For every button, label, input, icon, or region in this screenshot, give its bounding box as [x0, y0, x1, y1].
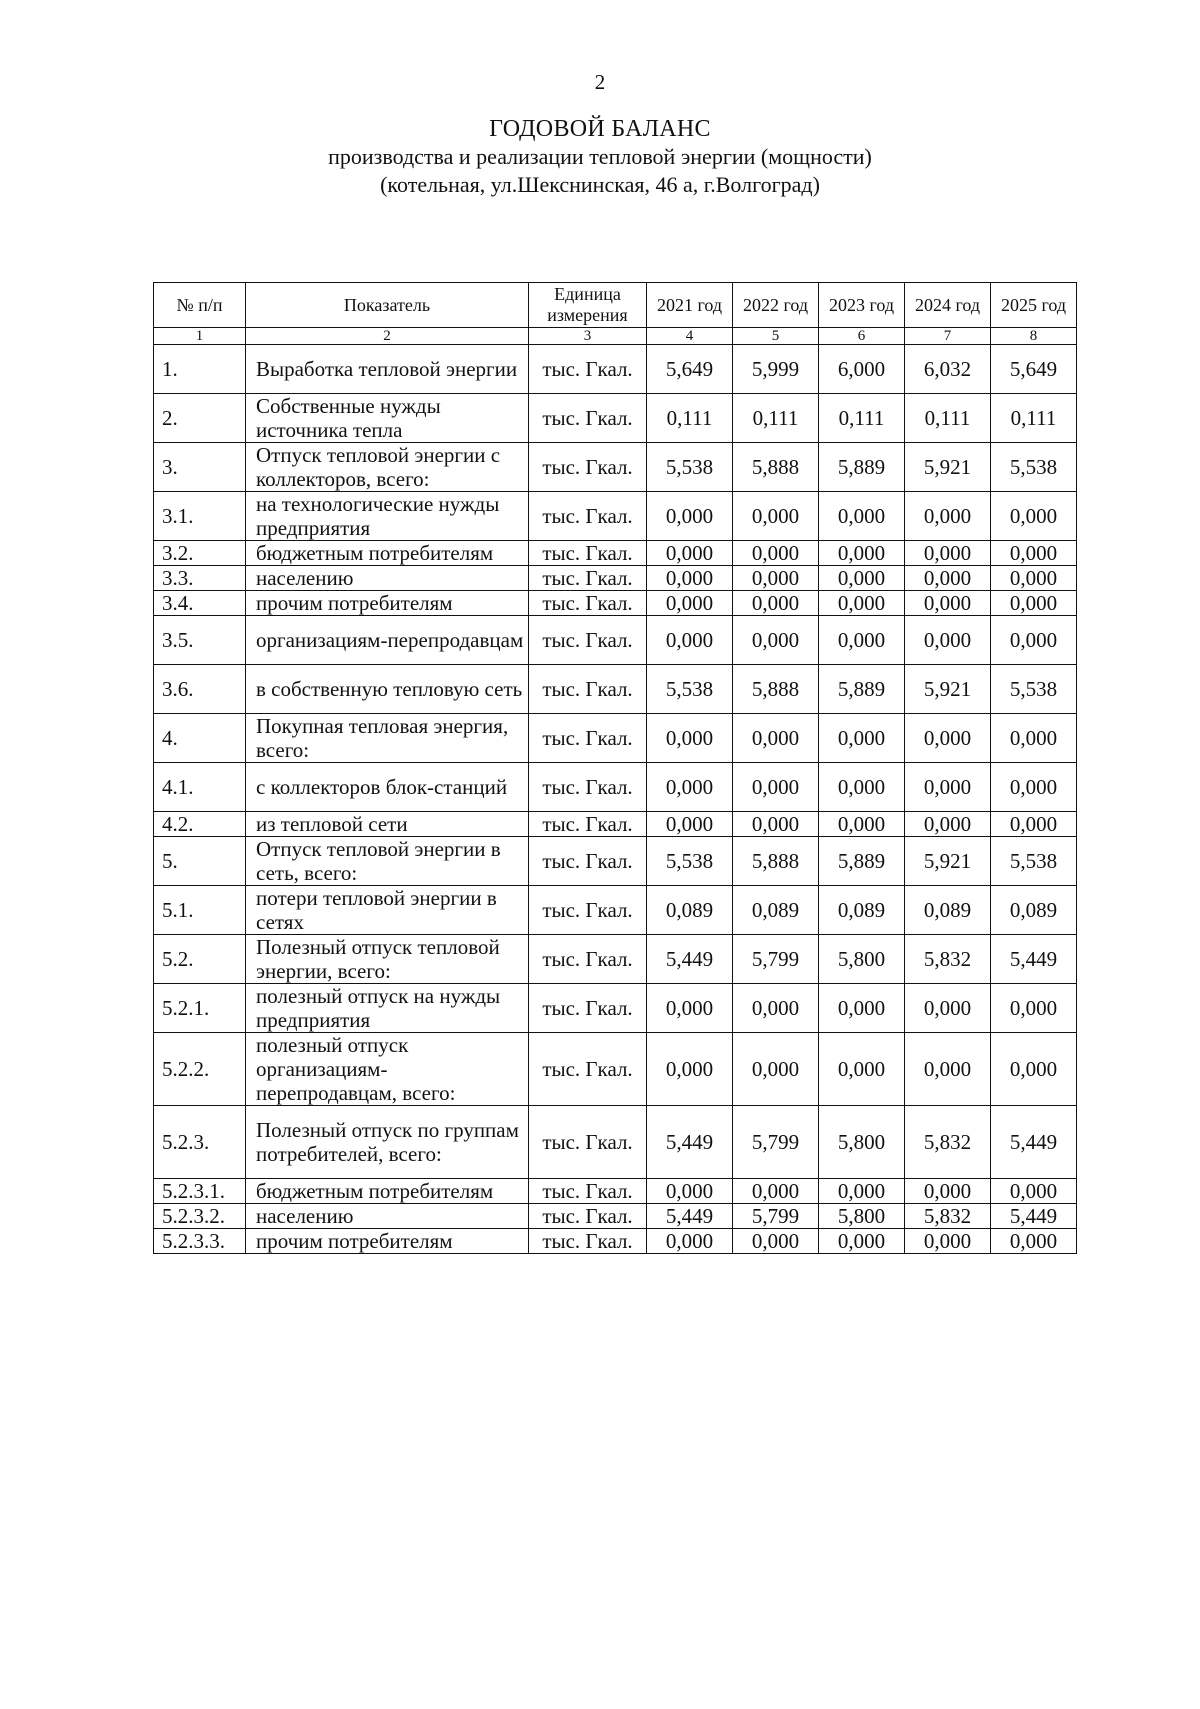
- header-year-2025: 2025 год: [991, 283, 1077, 328]
- value-cell-2025: 0,000: [991, 616, 1077, 665]
- value-cell-2025: 0,000: [991, 591, 1077, 616]
- indicator-cell: на технологические нужды предприятия: [246, 492, 529, 541]
- value-cell-2022: 0,000: [733, 1229, 819, 1254]
- value-cell-2022: 0,000: [733, 763, 819, 812]
- row-number-cell: 4.1.: [154, 763, 246, 812]
- value-cell-2024: 0,000: [905, 541, 991, 566]
- row-number-cell: 1.: [154, 345, 246, 394]
- table-row: [154, 1229, 1077, 1254]
- row-number-cell: 5.2.: [154, 935, 246, 984]
- value-cell-2024: 0,000: [905, 763, 991, 812]
- row-number-cell: 4.: [154, 714, 246, 763]
- value-cell-2021: 5,449: [647, 1204, 733, 1229]
- value-cell-2021: 0,000: [647, 812, 733, 837]
- value-cell-2024: 5,921: [905, 443, 991, 492]
- row-number-cell: 5.2.1.: [154, 984, 246, 1033]
- unit-cell: тыс. Гкал.: [529, 763, 647, 812]
- indicator-cell: Полезный отпуск тепловой энергии, всего:: [246, 935, 529, 984]
- document-subtitle-line-2: (котельная, ул.Шекснинская, 46 а, г.Волгоград): [380, 172, 820, 197]
- value-cell-2023: 0,000: [819, 566, 905, 591]
- header-num: № п/п: [154, 283, 246, 328]
- row-number-cell: 5.2.3.1.: [154, 1179, 246, 1204]
- value-cell-2025: 0,111: [991, 394, 1077, 443]
- value-cell-2022: 0,089: [733, 886, 819, 935]
- value-cell-2022: 5,799: [733, 935, 819, 984]
- indicator-cell: Отпуск тепловой энергии в сеть, всего:: [246, 837, 529, 886]
- value-cell-2021: 5,538: [647, 443, 733, 492]
- value-cell-2021: 5,538: [647, 665, 733, 714]
- value-cell-2024: 5,832: [905, 1106, 991, 1179]
- value-cell-2023: 5,889: [819, 665, 905, 714]
- column-numbers-row: [154, 328, 1077, 345]
- value-cell-2025: 0,000: [991, 1229, 1077, 1254]
- table-row: [154, 345, 1077, 394]
- value-cell-2024: 6,032: [905, 345, 991, 394]
- value-cell-2021: 0,000: [647, 763, 733, 812]
- indicator-cell: в собственную тепловую сеть: [246, 665, 529, 714]
- value-cell-2023: 0,000: [819, 541, 905, 566]
- table-row: [154, 812, 1077, 837]
- value-cell-2021: 0,000: [647, 1179, 733, 1204]
- page-number: 2: [594, 70, 606, 94]
- table-row: [154, 763, 1077, 812]
- value-cell-2022: 0,000: [733, 812, 819, 837]
- value-cell-2023: 6,000: [819, 345, 905, 394]
- header-year-2021: 2021 год: [647, 283, 733, 328]
- value-cell-2022: 0,000: [733, 541, 819, 566]
- row-number-cell: 3.5.: [154, 616, 246, 665]
- value-cell-2021: 0,000: [647, 714, 733, 763]
- indicator-cell: полезный отпуск организациям-перепродавцам, всего:: [246, 1033, 529, 1106]
- row-number-cell: 5.2.2.: [154, 1033, 246, 1106]
- row-number-cell: 2.: [154, 394, 246, 443]
- value-cell-2024: 0,111: [905, 394, 991, 443]
- value-cell-2022: 0,000: [733, 1033, 819, 1106]
- value-cell-2023: 0,000: [819, 763, 905, 812]
- value-cell-2025: 0,000: [991, 541, 1077, 566]
- unit-cell: тыс. Гкал.: [529, 394, 647, 443]
- value-cell-2022: 5,888: [733, 443, 819, 492]
- indicator-cell: из тепловой сети: [246, 812, 529, 837]
- value-cell-2021: 0,000: [647, 984, 733, 1033]
- value-cell-2021: 5,538: [647, 837, 733, 886]
- table-header: [154, 283, 1077, 345]
- value-cell-2021: 0,000: [647, 1229, 733, 1254]
- column-number: 1: [154, 328, 246, 345]
- table-row: [154, 591, 1077, 616]
- unit-cell: тыс. Гкал.: [529, 591, 647, 616]
- row-number-cell: 3.1.: [154, 492, 246, 541]
- row-number-cell: 5.1.: [154, 886, 246, 935]
- value-cell-2022: 5,999: [733, 345, 819, 394]
- value-cell-2025: 0,000: [991, 812, 1077, 837]
- unit-cell: тыс. Гкал.: [529, 837, 647, 886]
- value-cell-2022: 5,888: [733, 837, 819, 886]
- indicator-cell: с коллекторов блок-станций: [246, 763, 529, 812]
- value-cell-2022: 0,000: [733, 566, 819, 591]
- value-cell-2024: 0,000: [905, 1229, 991, 1254]
- unit-cell: тыс. Гкал.: [529, 665, 647, 714]
- value-cell-2025: 0,000: [991, 763, 1077, 812]
- indicator-cell: населению: [246, 566, 529, 591]
- value-cell-2023: 0,000: [819, 1033, 905, 1106]
- value-cell-2021: 0,000: [647, 616, 733, 665]
- column-number: 2: [246, 328, 529, 345]
- value-cell-2021: 5,449: [647, 1106, 733, 1179]
- column-number: 8: [991, 328, 1077, 345]
- row-number-cell: 5.2.3.3.: [154, 1229, 246, 1254]
- unit-cell: тыс. Гкал.: [529, 812, 647, 837]
- unit-cell: тыс. Гкал.: [529, 935, 647, 984]
- value-cell-2024: 0,089: [905, 886, 991, 935]
- value-cell-2025: 5,449: [991, 1204, 1077, 1229]
- indicator-cell: потери тепловой энергии в сетях: [246, 886, 529, 935]
- table-row: [154, 837, 1077, 886]
- unit-cell: тыс. Гкал.: [529, 566, 647, 591]
- document-title: ГОДОВОЙ БАЛАНС: [489, 116, 711, 142]
- value-cell-2024: 0,000: [905, 984, 991, 1033]
- indicator-cell: бюджетным потребителям: [246, 1179, 529, 1204]
- header-unit: Единица измерения: [529, 283, 647, 328]
- value-cell-2021: 0,000: [647, 492, 733, 541]
- unit-cell: тыс. Гкал.: [529, 984, 647, 1033]
- value-cell-2025: 5,538: [991, 665, 1077, 714]
- unit-cell: тыс. Гкал.: [529, 443, 647, 492]
- indicator-cell: Покупная тепловая энергия, всего:: [246, 714, 529, 763]
- column-number: 7: [905, 328, 991, 345]
- value-cell-2024: 5,832: [905, 1204, 991, 1229]
- value-cell-2024: 0,000: [905, 591, 991, 616]
- row-number-cell: 3.3.: [154, 566, 246, 591]
- table-row: [154, 886, 1077, 935]
- value-cell-2022: 0,000: [733, 714, 819, 763]
- unit-cell: тыс. Гкал.: [529, 886, 647, 935]
- row-number-cell: 3.4.: [154, 591, 246, 616]
- value-cell-2025: 5,649: [991, 345, 1077, 394]
- column-number: 4: [647, 328, 733, 345]
- table-row: [154, 665, 1077, 714]
- indicator-cell: прочим потребителям: [246, 1229, 529, 1254]
- indicator-cell: Полезный отпуск по группам потребителей, всего:: [246, 1106, 529, 1179]
- value-cell-2025: 0,089: [991, 886, 1077, 935]
- unit-cell: тыс. Гкал.: [529, 345, 647, 394]
- value-cell-2025: 5,449: [991, 935, 1077, 984]
- value-cell-2025: 0,000: [991, 1179, 1077, 1204]
- value-cell-2022: 0,111: [733, 394, 819, 443]
- value-cell-2025: 5,538: [991, 443, 1077, 492]
- row-number-cell: 3.2.: [154, 541, 246, 566]
- unit-cell: тыс. Гкал.: [529, 1106, 647, 1179]
- unit-cell: тыс. Гкал.: [529, 616, 647, 665]
- value-cell-2022: 0,000: [733, 984, 819, 1033]
- table-body: [154, 345, 1077, 1254]
- row-number-cell: 5.: [154, 837, 246, 886]
- header-year-2024: 2024 год: [905, 283, 991, 328]
- value-cell-2023: 5,800: [819, 935, 905, 984]
- value-cell-2023: 5,889: [819, 837, 905, 886]
- value-cell-2021: 0,111: [647, 394, 733, 443]
- table-row: [154, 616, 1077, 665]
- value-cell-2023: 5,800: [819, 1204, 905, 1229]
- value-cell-2021: 0,000: [647, 541, 733, 566]
- unit-cell: тыс. Гкал.: [529, 492, 647, 541]
- value-cell-2024: 0,000: [905, 566, 991, 591]
- value-cell-2023: 0,000: [819, 591, 905, 616]
- balance-table: [153, 282, 1077, 1254]
- document-subtitle-line-1: производства и реализации тепловой энергии (мощности): [328, 144, 872, 169]
- value-cell-2024: 5,921: [905, 665, 991, 714]
- value-cell-2023: 5,889: [819, 443, 905, 492]
- value-cell-2023: 0,089: [819, 886, 905, 935]
- table-row: [154, 541, 1077, 566]
- value-cell-2023: 0,000: [819, 812, 905, 837]
- value-cell-2025: 5,538: [991, 837, 1077, 886]
- column-number: 6: [819, 328, 905, 345]
- value-cell-2022: 0,000: [733, 616, 819, 665]
- indicator-cell: полезный отпуск на нужды предприятия: [246, 984, 529, 1033]
- value-cell-2025: 0,000: [991, 984, 1077, 1033]
- value-cell-2024: 0,000: [905, 714, 991, 763]
- header-year-2022: 2022 год: [733, 283, 819, 328]
- value-cell-2024: 0,000: [905, 616, 991, 665]
- value-cell-2024: 0,000: [905, 812, 991, 837]
- value-cell-2021: 0,000: [647, 591, 733, 616]
- table-row: [154, 492, 1077, 541]
- value-cell-2025: 0,000: [991, 492, 1077, 541]
- value-cell-2023: 0,000: [819, 616, 905, 665]
- value-cell-2021: 5,449: [647, 935, 733, 984]
- value-cell-2024: 0,000: [905, 1033, 991, 1106]
- row-number-cell: 4.2.: [154, 812, 246, 837]
- indicator-cell: Собственные нужды источника тепла: [246, 394, 529, 443]
- unit-cell: тыс. Гкал.: [529, 714, 647, 763]
- unit-cell: тыс. Гкал.: [529, 1229, 647, 1254]
- value-cell-2022: 0,000: [733, 492, 819, 541]
- value-cell-2024: 0,000: [905, 492, 991, 541]
- value-cell-2021: 0,000: [647, 566, 733, 591]
- table-row: [154, 935, 1077, 984]
- value-cell-2025: 0,000: [991, 714, 1077, 763]
- value-cell-2021: 0,000: [647, 1033, 733, 1106]
- value-cell-2021: 5,649: [647, 345, 733, 394]
- indicator-cell: Отпуск тепловой энергии с коллекторов, всего:: [246, 443, 529, 492]
- unit-cell: тыс. Гкал.: [529, 1179, 647, 1204]
- value-cell-2022: 5,799: [733, 1204, 819, 1229]
- indicator-cell: Выработка тепловой энергии: [246, 345, 529, 394]
- title-block: [0, 115, 1200, 199]
- column-number: 3: [529, 328, 647, 345]
- value-cell-2024: 5,832: [905, 935, 991, 984]
- table-row: [154, 984, 1077, 1033]
- header-indicator: Показатель: [246, 283, 529, 328]
- table-row: [154, 1204, 1077, 1229]
- unit-cell: тыс. Гкал.: [529, 1033, 647, 1106]
- table-row: [154, 566, 1077, 591]
- value-cell-2024: 5,921: [905, 837, 991, 886]
- row-number-cell: 5.2.3.: [154, 1106, 246, 1179]
- value-cell-2022: 0,000: [733, 1179, 819, 1204]
- indicator-cell: организациям-перепродавцам: [246, 616, 529, 665]
- table-row: [154, 714, 1077, 763]
- indicator-cell: бюджетным потребителям: [246, 541, 529, 566]
- value-cell-2022: 5,799: [733, 1106, 819, 1179]
- value-cell-2021: 0,089: [647, 886, 733, 935]
- indicator-cell: прочим потребителям: [246, 591, 529, 616]
- value-cell-2023: 0,000: [819, 1179, 905, 1204]
- value-cell-2022: 5,888: [733, 665, 819, 714]
- table-row: [154, 1179, 1077, 1204]
- value-cell-2025: 0,000: [991, 1033, 1077, 1106]
- value-cell-2025: 5,449: [991, 1106, 1077, 1179]
- indicator-cell: населению: [246, 1204, 529, 1229]
- value-cell-2023: 5,800: [819, 1106, 905, 1179]
- header-year-2023: 2023 год: [819, 283, 905, 328]
- table-row: [154, 394, 1077, 443]
- value-cell-2025: 0,000: [991, 566, 1077, 591]
- value-cell-2023: 0,000: [819, 1229, 905, 1254]
- table-row: [154, 443, 1077, 492]
- value-cell-2022: 0,000: [733, 591, 819, 616]
- unit-cell: тыс. Гкал.: [529, 1204, 647, 1229]
- value-cell-2024: 0,000: [905, 1179, 991, 1204]
- row-number-cell: 3.: [154, 443, 246, 492]
- row-number-cell: 5.2.3.2.: [154, 1204, 246, 1229]
- value-cell-2023: 0,000: [819, 492, 905, 541]
- table-row: [154, 1106, 1077, 1179]
- value-cell-2023: 0,000: [819, 714, 905, 763]
- table-row: [154, 1033, 1077, 1106]
- value-cell-2023: 0,000: [819, 984, 905, 1033]
- row-number-cell: 3.6.: [154, 665, 246, 714]
- column-number: 5: [733, 328, 819, 345]
- unit-cell: тыс. Гкал.: [529, 541, 647, 566]
- value-cell-2023: 0,111: [819, 394, 905, 443]
